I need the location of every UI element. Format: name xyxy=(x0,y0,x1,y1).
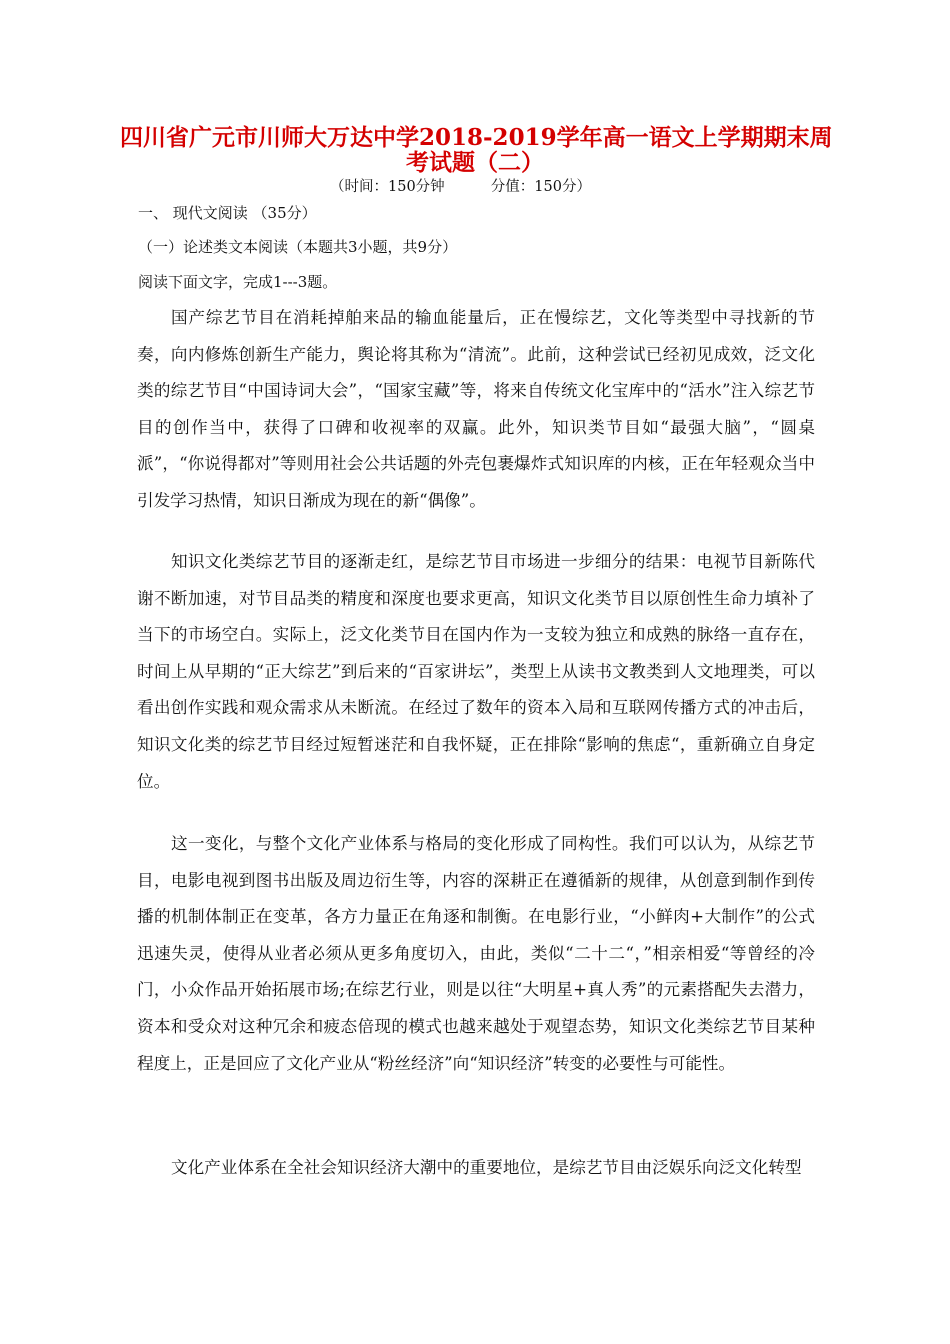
paragraph-3: 这一变化，与整个文化产业体系与格局的变化形成了同构性。我们可以认为，从综艺节目，电影电视到图书出版及周边衍生等，内容的深耕正在遵循新的规律，从创意到制作到传播的机制体制正在变革，各方力量正在角逐和制衡。在电影行业，“小鲜肉+大制作”的公式迅速失灵，使得从业者必须从更多角度切入，由此，类似“二十二“，”相亲相爱“等曾经的冷门，小众作品开始拓展市场;在综艺行业，则是以往“大明星+真人秀”的元素搭配失去潜力，资本和受众对这种冗余和疲态倍现的模式也越来越处于观望态势，知识文化类综艺节目某种程度上，正是回应了文化产业从“粉丝经济”向“知识经济”转变的必要性与可能性。 xyxy=(137,834,815,1073)
section-heading: 一、 现代文阅读 （35分） xyxy=(138,204,317,222)
paragraph-1: 国产综艺节目在消耗掉舶来品的输血能量后，正在慢综艺，文化等类型中寻找新的节奏，向内修炼创新生产能力，舆论将其称为“清流”。此前，这种尝试已经初见成效，泛文化类的综艺节目“中国诗词大会”，“国家宝藏”等，将来自传统文化宝库中的“活水”注入综艺节目的创作当中，获得了口碑和收视率的双赢。此外，知识类节目如“最强大脑”，“圆桌派”，“你说得都对”等则用社会公共话题的外壳包裹爆炸式知识库的内核，正在年轻观众当中引发学习热情，知识日渐成为现在的新“偶像”。 xyxy=(137,308,815,510)
reading-instruction: 阅读下面文字，完成1---3题。 xyxy=(138,273,338,291)
subsection-heading: （一）论述类文本阅读（本题共3小题，共9分） xyxy=(138,238,458,256)
document-title-line-2: 考试题（二） xyxy=(406,149,544,176)
paragraph-2: 知识文化类综艺节目的逐渐走红，是综艺节目市场进一步细分的结果：电视节目新陈代谢不断加速，对节目品类的精度和深度也要求更高，知识文化类节目以原创性生命力填补了当下的市场空白。实际上，泛文化类节目在国内作为一支较为独立和成熟的脉络一直存在，时间上从早期的“正大综艺”到后来的“百家讲坛”，类型上从读书文教类到人文地理类，可以看出创作实践和观众需求从未断流。在经过了数年的资本入局和互联网传播方式的冲击后，知识文化类的综艺节目经过短暂迷茫和自我怀疑，正在排除“影响的焦虑“，重新确立自身定位。 xyxy=(137,552,815,791)
document-title-line-1: 四川省广元市川师大万达中学2018-2019学年高一语文上学期期末周 xyxy=(120,124,833,151)
paragraph-4: 文化产业体系在全社会知识经济大潮中的重要地位，是综艺节目由泛娱乐向泛文化转型 xyxy=(171,1158,802,1177)
exam-info: （时间：150分钟 分值：150分） xyxy=(330,179,591,195)
